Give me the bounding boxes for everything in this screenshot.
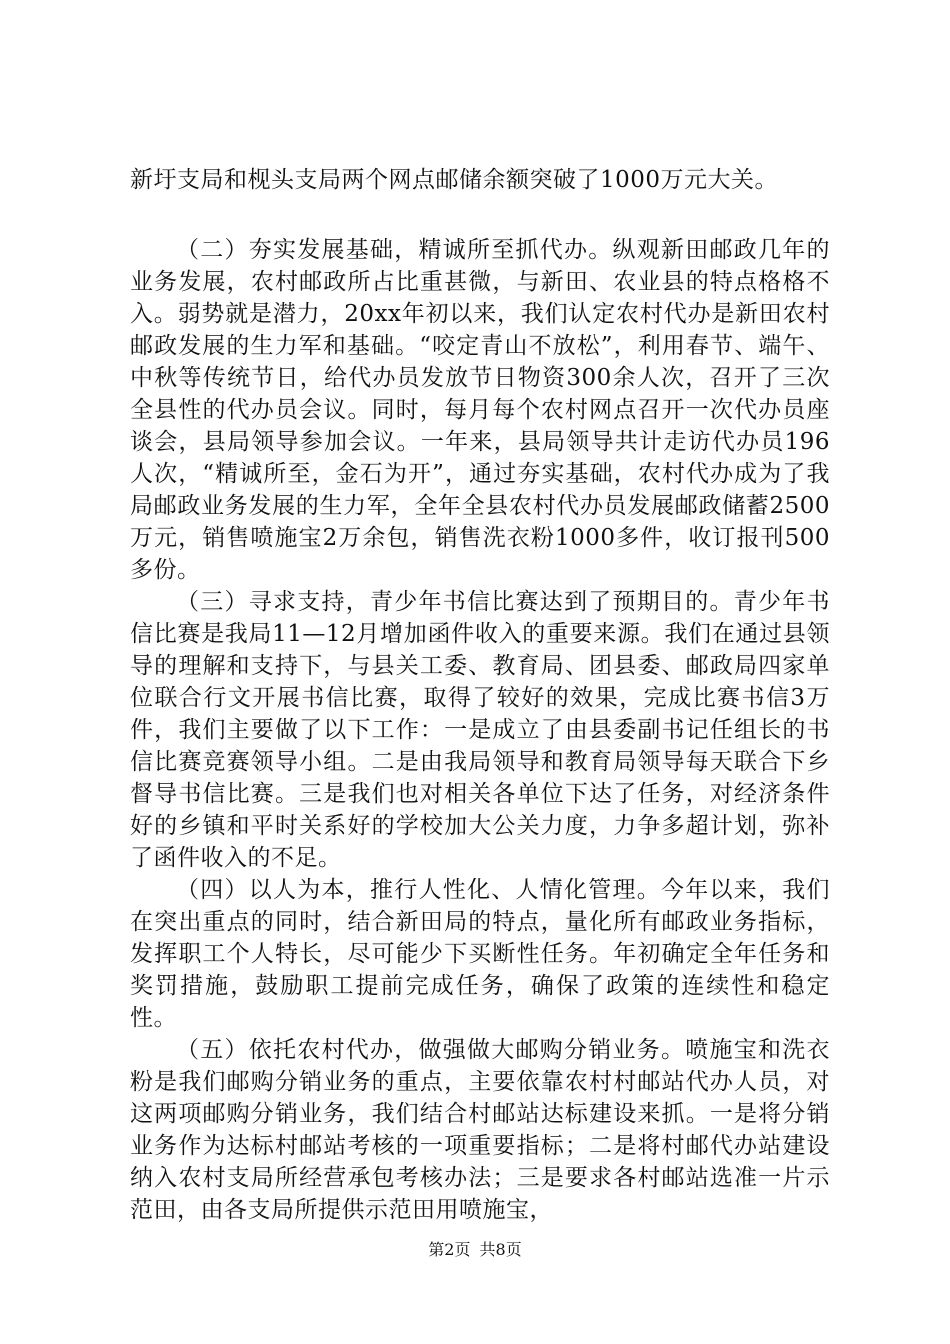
total-pages: 共8页 xyxy=(479,1240,522,1259)
page-number: 第2页 xyxy=(428,1240,471,1259)
paragraph-section-3: （三）寻求支持，青少年书信比赛达到了预期目的。青少年书信比赛是我局11—12月增加函件收入的重要来源。我们在通过县领导的理解和支持下，与县关工委、教育局、团县委、邮政局四家单位联合行文开展书信比赛，取得了较好的效果，完成比赛书信3万件，我们主要做了以下工作：一是成立了由县委副书记任组长的书信比赛竞赛领导小组。二是由我局领导和教育局领导每天联合下乡督导书信比赛。三是我们也对相关各单位下达了任务，对经济条件好的乡镇和平时关系好的学校加大公关力度，力争多超计划，弥补了函件收入的不足。 xyxy=(130,589,830,871)
document-body xyxy=(130,164,830,1226)
paragraph-section-2: （二）夯实发展基础，精诚所至抓代办。纵观新田邮政几年的业务发展，农村邮政所占比重甚微，与新田、农业县的特点格格不入。弱势就是潜力，20xx年初以来，我们认定农村代办是新田农村邮政发展的生力军和基础。“咬定青山不放松”，利用春节、端午、中秋等传统节日，给代办员发放节日物资300余人次，召开了三次全县性的代办员会议。同时，每月每个农村网点召开一次代办员座谈会，县局领导参加会议。一年来，县局领导共计走访代办员196人次，“精诚所至，金石为开”，通过夯实基础，农村代办成为了我局邮政业务发展的生力军，全年全县农村代办员发展邮政储蓄2500万元，销售喷施宝2万余包，销售洗衣粉1000多件，收订报刊500多份。 xyxy=(130,237,830,583)
paragraph-section-5: （五）依托农村代办，做强做大邮购分销业务。喷施宝和洗衣粉是我们邮购分销业务的重点，主要依靠农村村邮站代办人员，对这两项邮购分销业务，我们结合村邮站达标建设来抓。一是将分销业务作为达标村邮站考核的一项重要指标；二是将村邮代办站建设纳入农村支局所经营承包考核办法；三是要求各村邮站选准一片示范田，由各支局所提供示范田用喷施宝， xyxy=(130,1037,830,1223)
page-footer xyxy=(0,1240,950,1260)
paragraph-continuation: 新圩支局和枧头支局两个网点邮储余额突破了1000万元大关。 xyxy=(130,167,779,193)
paragraph-section-4: （四）以人为本，推行人性化、人情化管理。今年以来，我们在突出重点的同时，结合新田局的特点，量化所有邮政业务指标，发挥职工个人特长，尽可能少下买断性任务。年初确定全年任务和奖罚措施，鼓励职工提前完成任务，确保了政策的连续性和稳定性。 xyxy=(130,877,830,1031)
